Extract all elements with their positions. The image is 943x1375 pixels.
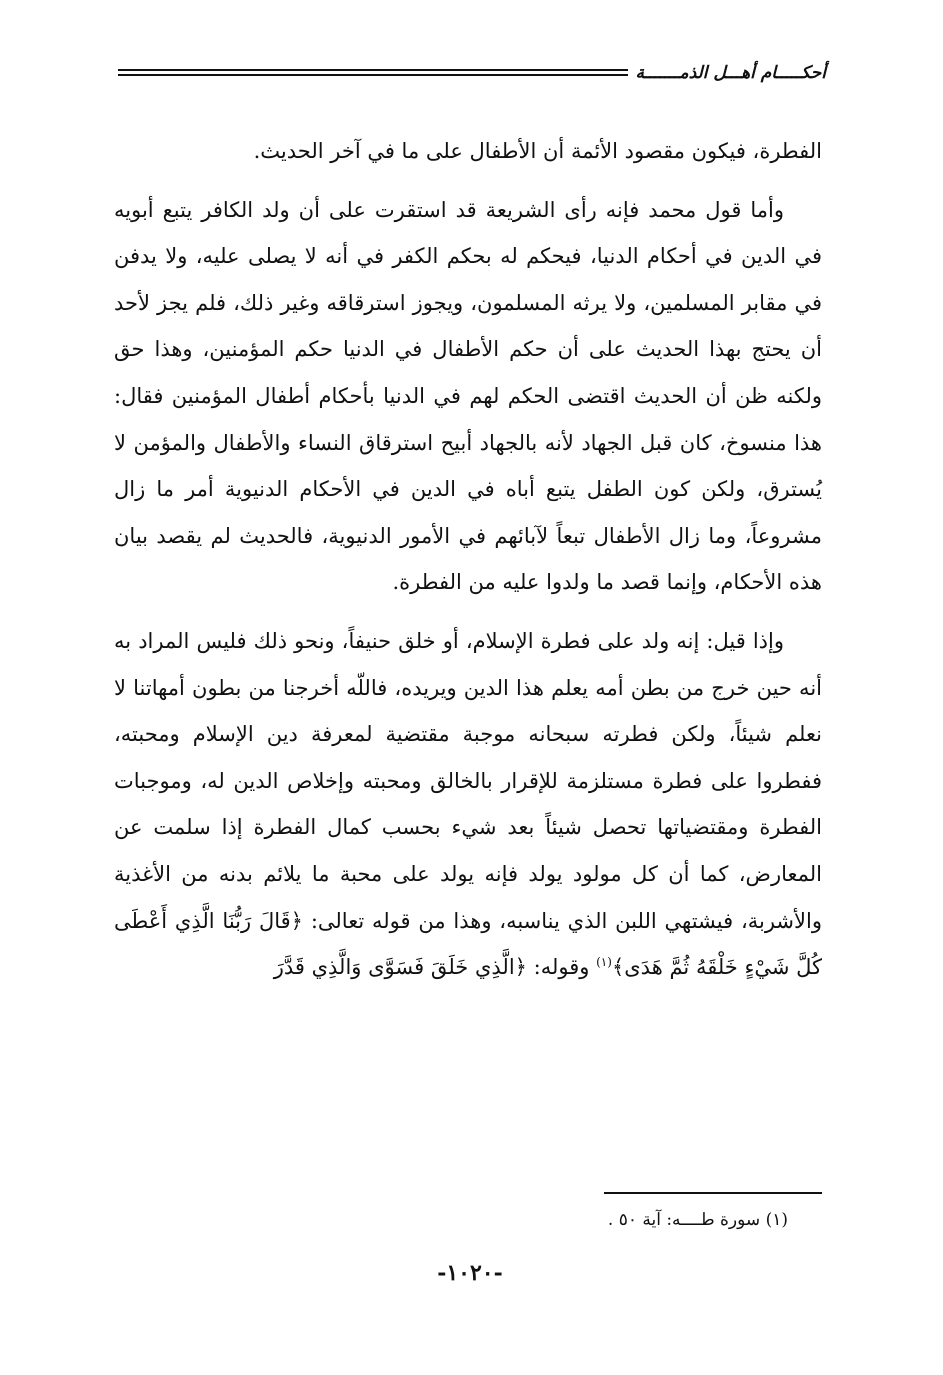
page-number: -١٠٢٠- bbox=[437, 1260, 503, 1286]
quran-verse-1: ﴿قَالَ رَبُّنَا الَّذِي أَعْطَى كُلَّ شَيْءٍ خَلْقَهُ ثُمَّ هَدَى﴾ bbox=[114, 908, 822, 980]
paragraph-3-text: وإذا قيل: إنه ولد على فطرة الإسلام، أو خلق حنيفاً، ونحو ذلك فليس المراد به أنه حين خرج من بطن أمه يعلم هذا الدين ويريده، فاللّه أخرجنا من بطون أمهاتنا لا نعلم شيئاً، ولكن فطرته سبحانه موجبة مقتضية لمعرفة دين الإسلام ومحبته، ففطروا على فطرة مستلزمة للإقرار بالخالق ومحبته وإخلاص الدين له، وموجبات الفطرة ومقتضياتها تحصل شيئاً بعد شيء بحسب كمال الفطرة إذا سلمت عن المعارض، كما أن كل مولود يولد فإنه يولد على محبة ما يلائم بدنه من الأغذية والأشربة، فيشتهي اللبن الذي يناسبه، وهذا من قوله تعالى: bbox=[114, 628, 822, 933]
footnote-1: (١) سورة طــــه: آية ٥٠ . bbox=[607, 1210, 788, 1230]
book-title: أحكـــــام أهـــل الذمـــــــة bbox=[635, 63, 826, 83]
paragraph-2: وأما قول محمد فإنه رأى الشريعة قد استقرت على أن ولد الكافر يتبع أبويه في الدين في أحكام الدنيا، فيحكم له بحكم الكفر في أنه لا يصلى عليه، ولا يدفن في مقابر المسلمين، ولا يرثه المسلمون، ويجوز استرقاقه وغير ذلك، فلم يجز لأحد أن يحتج بهذا الحديث على أن حكم الأطفال في الدنيا حكم المؤمنين، وهذا حق ولكنه ظن أن الحديث اقتضى الحكم لهم في الدنيا بأحكام أطفال المؤمنين فقال: هذا منسوخ، كان قبل الجهاد لأنه بالجهاد أبيح استرقاق النساء والأطفال والمؤمن لا يُسترق، ولكن كون الطفل يتبع أباه في الدين في الأحكام الدنيوية أمر ما زال مشروعاً، وما زال الأطفال تبعاً لآبائهم في الأمور الدنيوية، فالحديث لم يقصد بيان هذه الأحكام، وإنما قصد ما ولدوا عليه من الفطرة. bbox=[114, 197, 822, 595]
connector-text: وقوله: bbox=[533, 955, 590, 980]
main-text bbox=[114, 128, 822, 1003]
footnote-separator bbox=[604, 1192, 822, 1194]
header-double-rule bbox=[118, 68, 628, 78]
footnote-marker: (١) bbox=[596, 955, 612, 970]
quran-verse-2: ﴿الَّذِي خَلَقَ فَسَوَّى وَالَّذِي قَدَّرَ bbox=[273, 955, 527, 980]
running-header bbox=[118, 58, 826, 88]
paragraph-3 bbox=[114, 618, 822, 991]
paragraph-1: الفطرة، فيكون مقصود الأئمة أن الأطفال على ما في آخر الحديث. bbox=[253, 139, 822, 163]
